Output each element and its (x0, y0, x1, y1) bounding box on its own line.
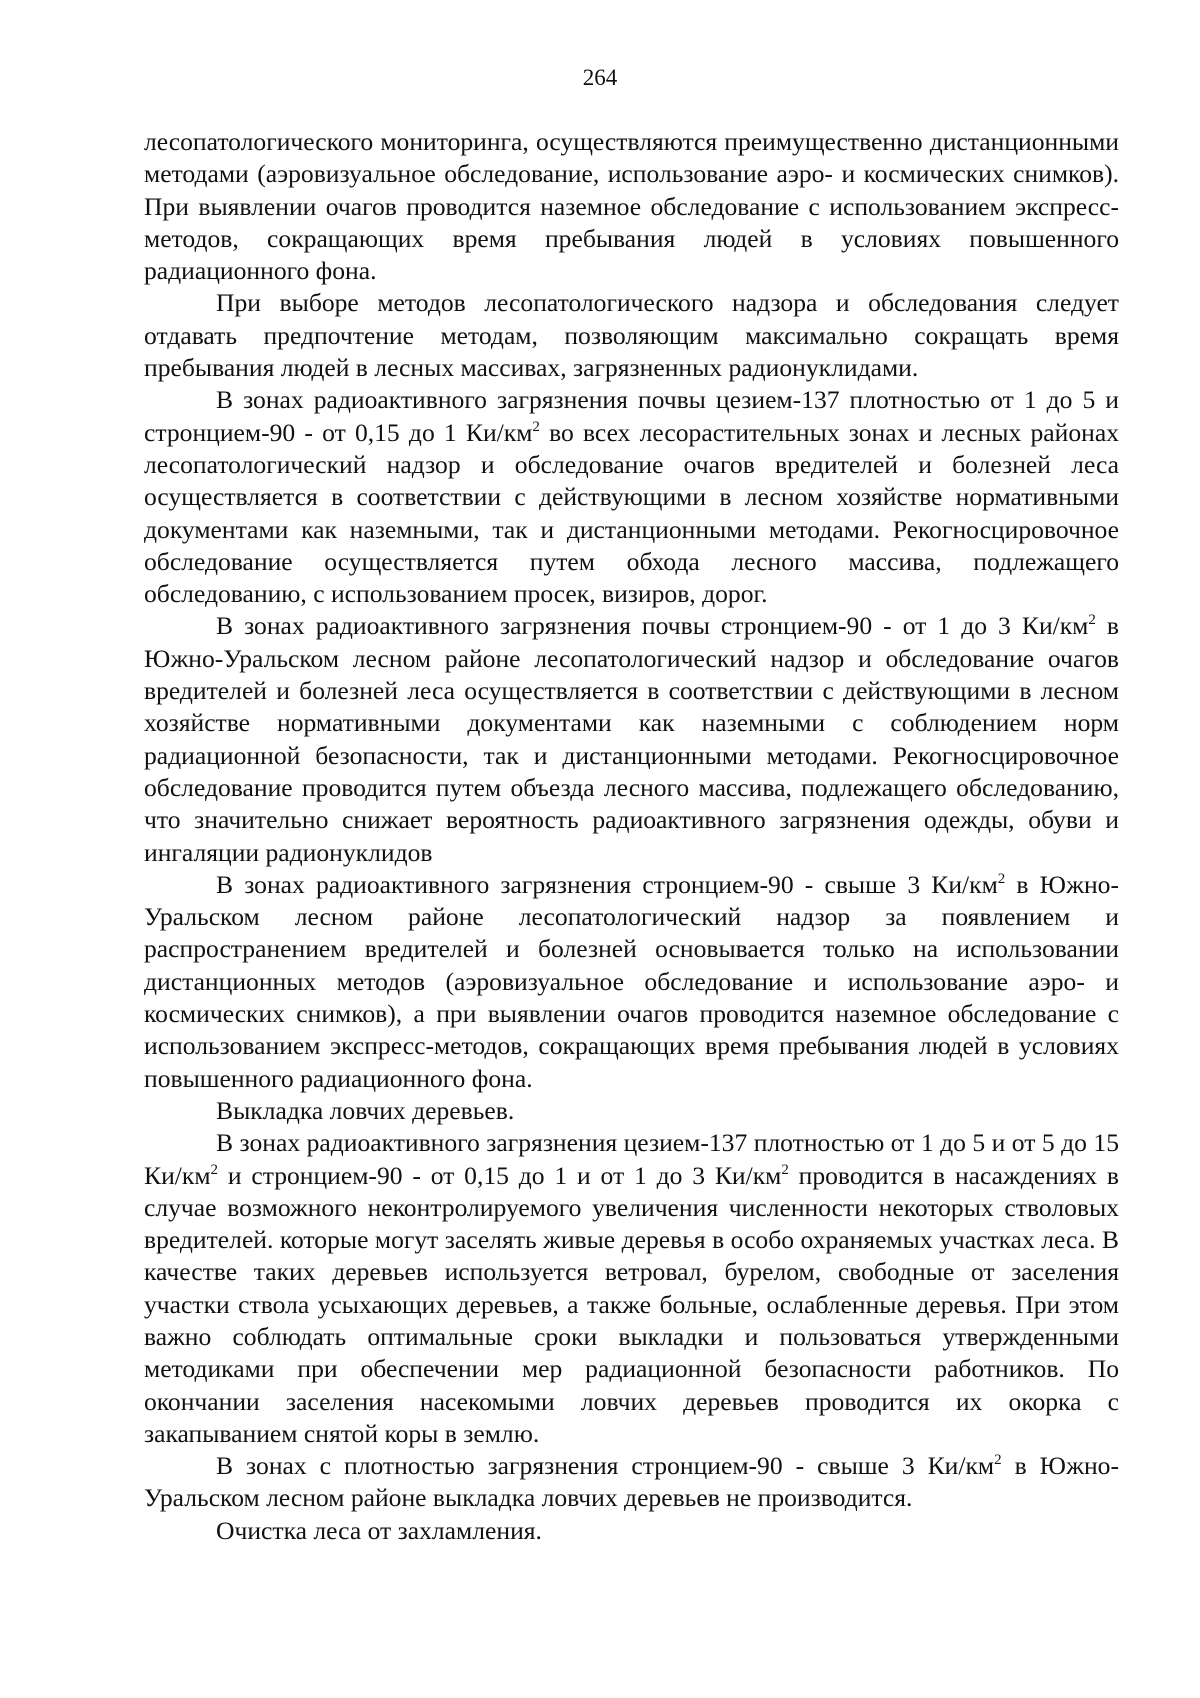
superscript: 2 (997, 870, 1006, 887)
text-run: В зонах радиоактивного загрязнения цезием-137 плотностью от 1 до 5 и от 5 до 15 Ки/км (144, 1128, 1119, 1190)
text-run: Выкладка ловчих деревьев. (216, 1095, 515, 1125)
paragraph (144, 384, 1119, 610)
paragraph (144, 1095, 1119, 1127)
text-run: В зонах с плотностью загрязнения стронцием-90 - свыше 3 Ки/км (216, 1451, 995, 1481)
paragraph (144, 1127, 1119, 1450)
text-run: в Южно-Уральском лесном районе лесопатологический надзор за появлением и распространением вредителей и болезней основывается только на использовании дистанционных методов (аэровизуальное обследование и использование аэро- и космических снимков), а при выявлении очагов проводится наземное обследование с использованием экспресс-методов, сокращающих время пребывания людей в условиях повышенного радиационного фона. (144, 869, 1119, 1093)
text-run: во всех лесорастительных зонах и лесных районах лесопатологический надзор и обследование очагов вредителей и болезней леса осуществляется в соответствии с действующими в лесном хозяйстве нормативными документами как наземными, так и дистанционными методами. Рекогносцировочное обследование осуществляется путем обхода лесного массива, подлежащего обследованию, с использованием просек, визиров, дорог. (144, 417, 1119, 609)
superscript: 2 (532, 418, 540, 435)
text-run: в Южно-Уральском лесном районе лесопатологический надзор и обследование очагов вредителей и болезней леса осуществляется в соответствии с действующими в лесном хозяйстве нормативными документами как наземными с соблюдением норм радиационной безопасности, так и дистанционными методами. Рекогносцировочное обследование проводится путем объезда лесного массива, подлежащего обследованию, что значительно снижает вероятность радиоактивного загрязнения одежды, обуви и ингаляции радионуклидов (144, 611, 1120, 867)
text-run: Очистка леса от захламления. (216, 1515, 542, 1545)
text-run: В зонах радиоактивного загрязнения почвы стронцием-90 - от 1 до 3 Ки/км (216, 611, 1089, 641)
document-body (144, 126, 1119, 1547)
paragraph (144, 126, 1119, 287)
page-number: 264 (582, 65, 618, 90)
text-run: При выборе методов лесопатологического надзора и обследования следует отдавать предпочтение методам, позволяющим максимально сокращать время пребывания людей в лесных массивах, загрязненных радионуклидами. (144, 288, 1119, 383)
paragraph (144, 287, 1119, 384)
paragraph (144, 1450, 1119, 1515)
paragraph (144, 1515, 1119, 1547)
paragraph (144, 869, 1119, 1095)
text-run: лесопатологического мониторинга, осуществляются преимущественно дистанционными методами (аэровизуальное обследование, использование аэро- и космических снимков). При выявлении очагов проводится наземное обследование с использованием экспресс-методов, сокращающих время пребывания людей в условиях повышенного радиационного фона. (144, 127, 1119, 286)
text-run: проводится в насаждениях в случае возможного неконтролируемого увеличения численности некоторых стволовых вредителей. которые могут заселять живые деревья в особо охраняемых участках леса. В качестве таких деревьев используется ветровал, бурелом, свободные от заселения участки ствола усыхающих деревьев, а также больные, ослабленные деревья. При этом важно соблюдать оптимальные сроки выкладки и пользоваться утвержденными методиками при обеспечении мер радиационной безопасности работников. По окончании заселения насекомыми ловчих деревьев проводится их окорка с закапыванием снятой коры в землю. (144, 1160, 1119, 1448)
superscript: 2 (781, 1161, 789, 1178)
superscript: 2 (210, 1161, 219, 1178)
text-run: В зонах радиоактивного загрязнения почвы цезием-137 плотностью от 1 до 5 и стронцием-90 - от 0,15 до 1 Ки/км (144, 385, 1119, 447)
paragraph (144, 610, 1119, 868)
superscript: 2 (1088, 612, 1096, 629)
text-run: в Южно-Уральском лесном районе выкладка ловчих деревьев не производится. (144, 1451, 1120, 1513)
superscript: 2 (994, 1452, 1002, 1469)
text-run: и стронцием-90 - от 0,15 до 1 и от 1 до 3 Ки/км (218, 1160, 782, 1190)
text-run: В зонах радиоактивного загрязнения стронцием-90 - свыше 3 Ки/км (216, 869, 998, 899)
